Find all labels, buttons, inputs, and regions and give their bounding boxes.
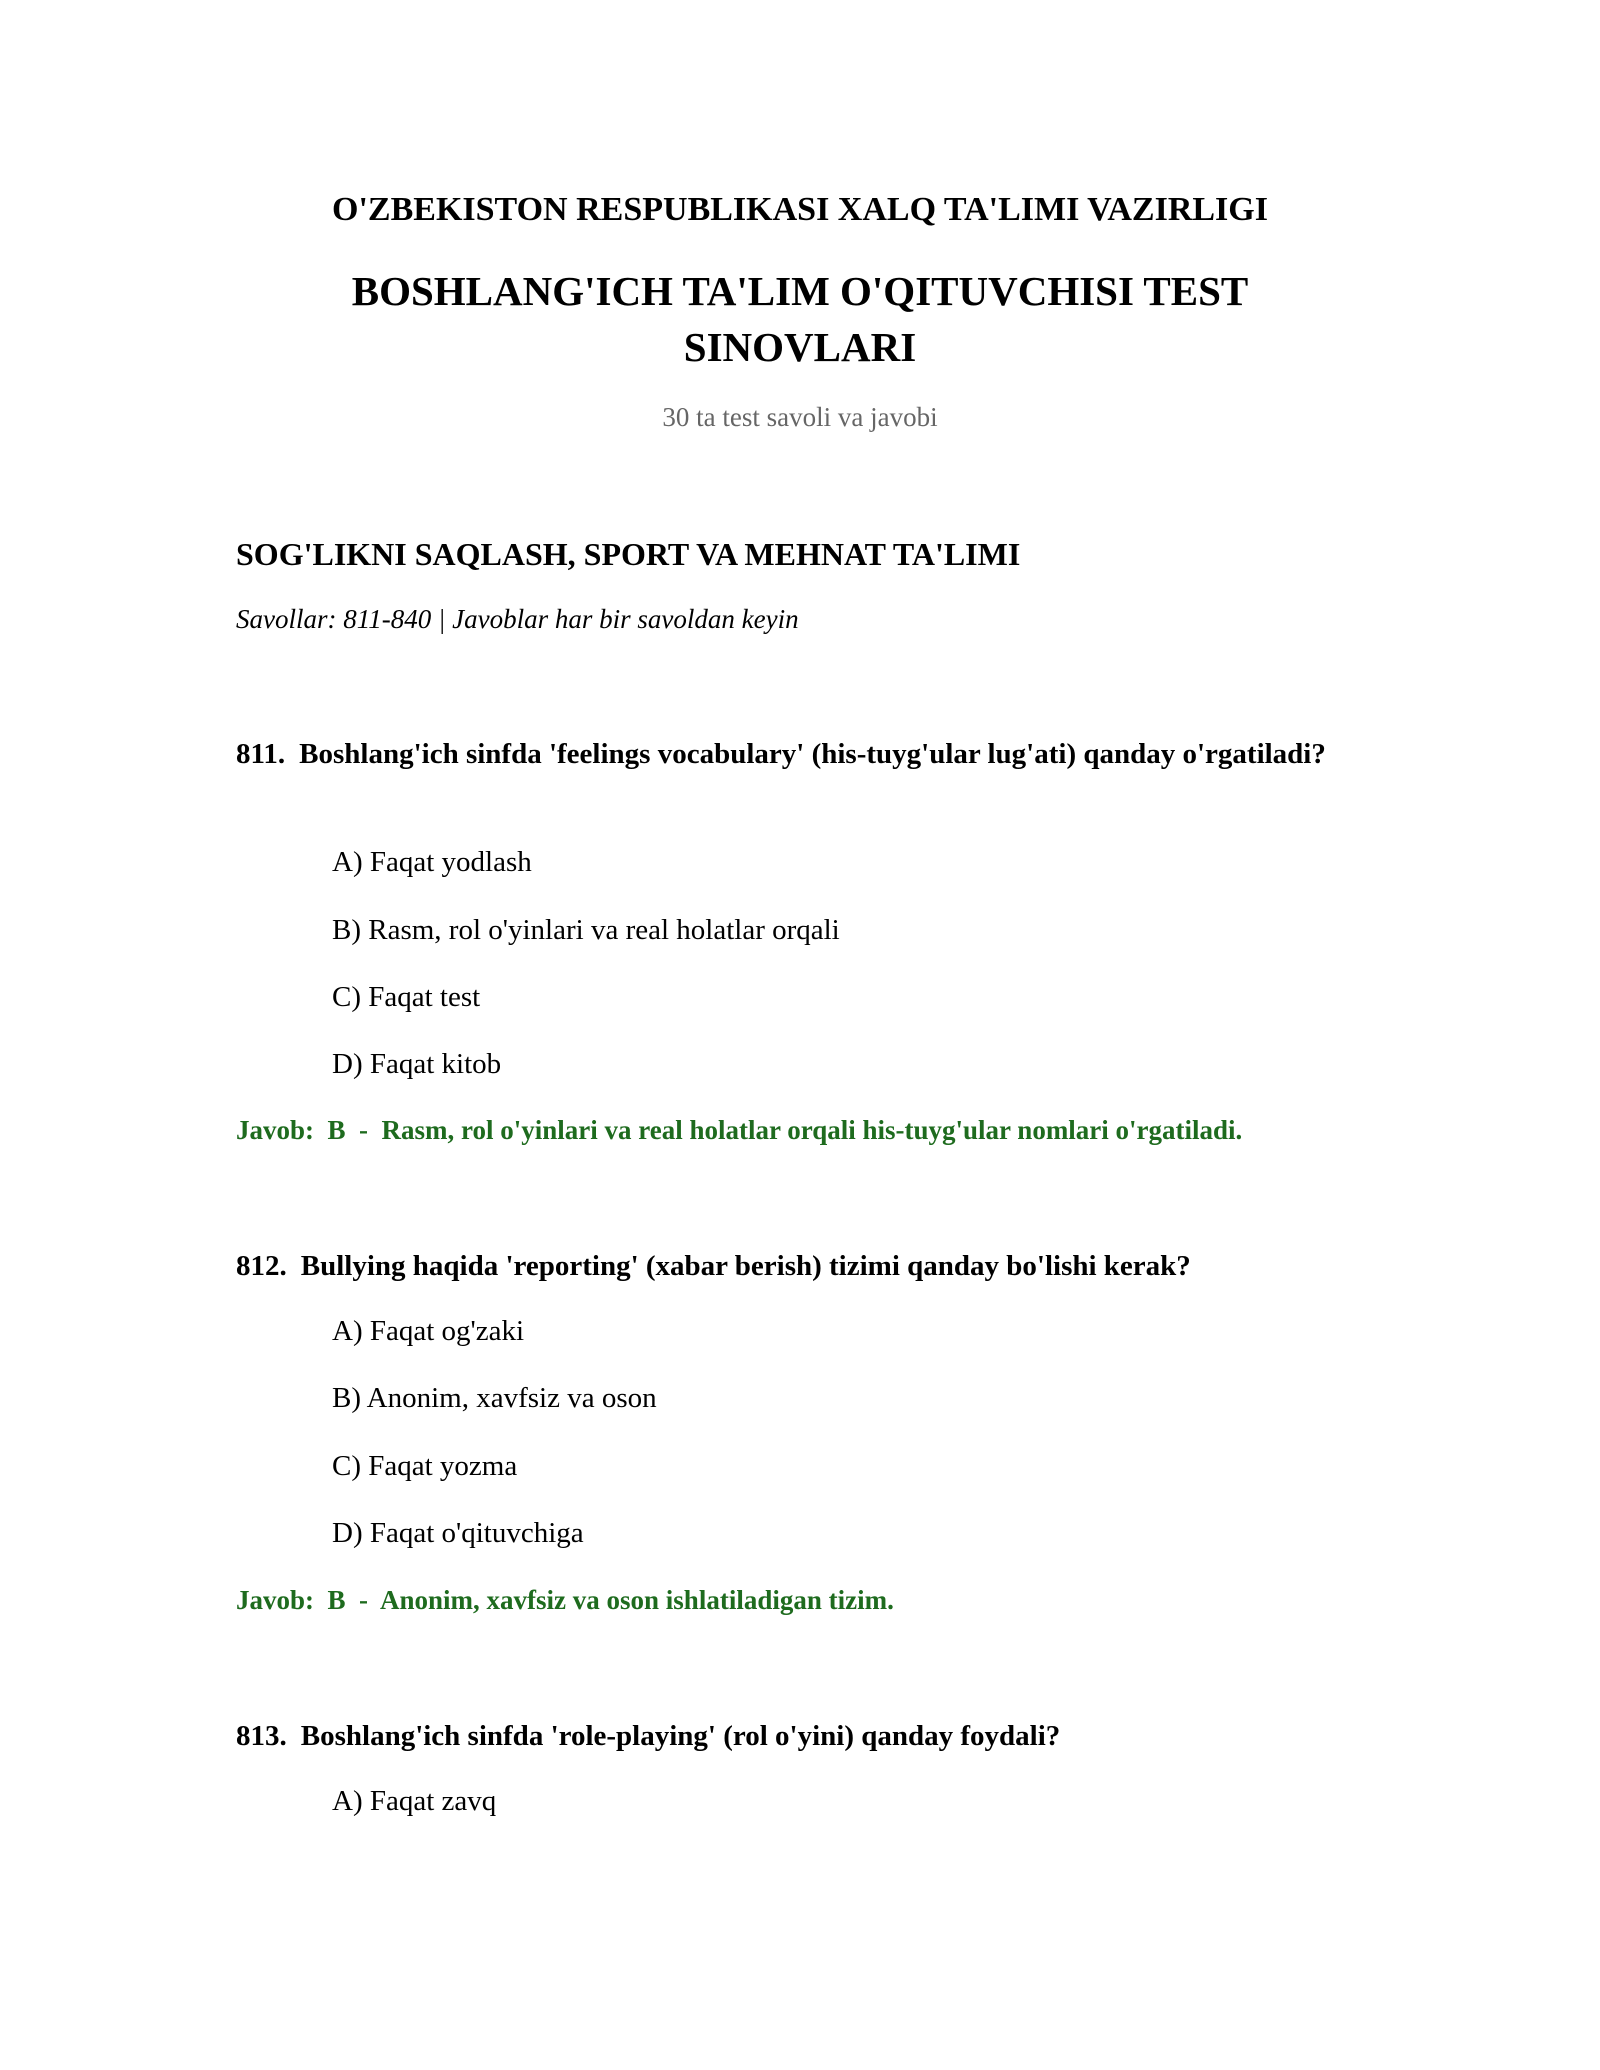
question-text: Boshlang'ich sinfda 'role-playing' (rol o'yini) qanday foydali? xyxy=(300,1720,1061,1752)
question-text: Bullying haqida 'reporting' (xabar berish) tizimi qanday bo'lishi kerak? xyxy=(300,1250,1191,1282)
option-d: D) Faqat o'qituvchiga xyxy=(332,1517,584,1549)
option-b: B) Anonim, xavfsiz va oson xyxy=(332,1382,657,1414)
question-number: 812. xyxy=(236,1250,287,1282)
option-b: B) Rasm, rol o'yinlari va real holatlar orqali xyxy=(332,914,840,946)
option-a: A) Faqat og'zaki xyxy=(332,1315,525,1347)
option-a: A) Faqat zavq xyxy=(332,1785,497,1817)
option-c: C) Faqat yozma xyxy=(332,1450,518,1482)
answer-811: Javob: B - Rasm, rol o'yinlari va real holatlar orqali his-tuyg'ular nomlari o'rgatiladi. xyxy=(236,1115,1243,1145)
option-d: D) Faqat kitob xyxy=(332,1048,502,1080)
section-meta: Savollar: 811-840 | Javoblar har bir savoldan keyin xyxy=(236,604,799,634)
question-text: Boshlang'ich sinfda 'feelings vocabulary' (his-tuyg'ular lug'ati) qanday o'rgatiladi? xyxy=(299,738,1326,770)
option-c: C) Faqat test xyxy=(332,981,481,1013)
question-812 xyxy=(236,1245,1356,1287)
answer-812: Javob: B - Anonim, xavfsiz va oson ishlatiladigan tizim. xyxy=(236,1585,894,1615)
ministry-heading: O'ZBEKISTON RESPUBLIKASI XALQ TA'LIMI VAZIRLIGI xyxy=(332,191,1268,228)
option-a: A) Faqat yodlash xyxy=(332,846,532,878)
question-number: 811. xyxy=(236,738,286,770)
section-title: SOG'LIKNI SAQLASH, SPORT VA MEHNAT TA'LIMI xyxy=(236,536,1021,572)
document-subtitle: 30 ta test savoli va javobi xyxy=(662,402,938,432)
question-813 xyxy=(236,1715,1356,1757)
document-title: BOSHLANG'ICH TA'LIM O'QITUVCHISI TEST SINOVLARI xyxy=(351,268,1249,370)
question-811 xyxy=(236,733,1356,775)
question-number: 813. xyxy=(236,1720,287,1752)
